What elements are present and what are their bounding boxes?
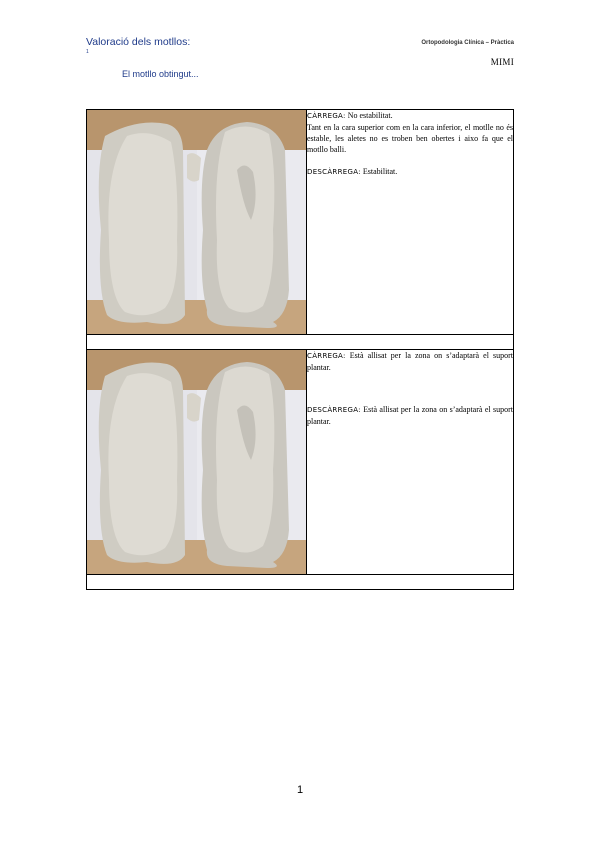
- header-title-number: 1: [86, 49, 89, 55]
- unload-label: DESCÀRREGA:: [307, 406, 361, 414]
- unload-status: Estabilitat.: [362, 167, 398, 176]
- table-row: [87, 575, 514, 590]
- section-subtitle: El motllo obtingut...: [122, 69, 199, 79]
- table-row: [87, 335, 514, 350]
- mold-photo-cell: [87, 110, 307, 335]
- page-number: 1: [296, 784, 304, 796]
- table-row: [87, 350, 514, 575]
- header-title: Valoració dels motllos:: [86, 36, 191, 48]
- mold-evaluation-table: [86, 109, 514, 590]
- header-course: Ortopodologia Clínica – Pràctica: [421, 40, 514, 46]
- mold-evaluation-text-cell: [307, 350, 514, 575]
- load-label: CÀRREGA:: [307, 352, 346, 360]
- unload-status: Està allisat per la zona on s’adaptarà el suport plantar.: [307, 405, 514, 426]
- mold-photo-1: [87, 110, 306, 334]
- mold-evaluation-text-cell: [307, 110, 514, 335]
- load-label: CÀRREGA:: [307, 112, 346, 120]
- spacer-cell: [87, 575, 514, 590]
- unload-label: DESCÀRREGA:: [307, 168, 361, 176]
- load-status: No estabilitat.: [347, 111, 393, 120]
- table-row: [87, 110, 514, 335]
- spacer-cell: [87, 335, 514, 350]
- mold-photo-2: [87, 350, 306, 574]
- load-detail: Tant en la cara superior com en la cara inferior, el motlle no és estable, les aletes no es troben ben obertes i aixo fa que el motllo balli.: [307, 123, 513, 154]
- mold-photo-cell: [87, 350, 307, 575]
- header-student-name: MIMI: [490, 57, 514, 67]
- load-status: Està allisat per la zona on s’adaptarà el suport plantar.: [307, 351, 513, 372]
